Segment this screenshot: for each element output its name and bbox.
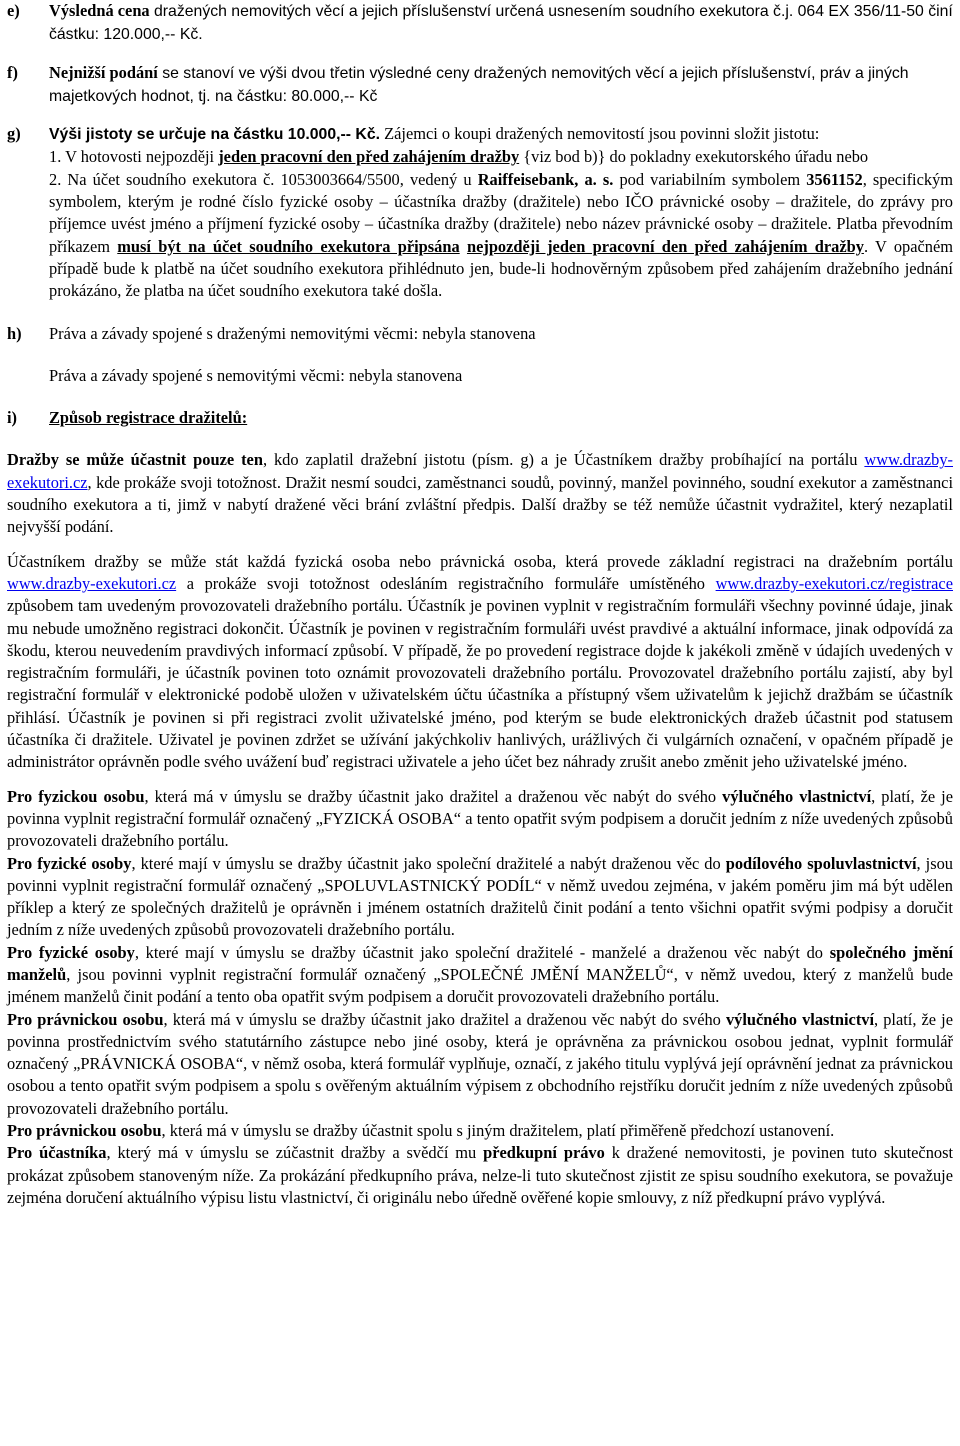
section-g bbox=[7, 123, 953, 302]
section-f bbox=[7, 62, 953, 109]
paragraph-co-ownership: Pro fyzické osoby, které mají v úmyslu se dražby účastnit jako společní dražitelé a nabýt draženou věc do podílového spoluvlastnictví, jsou povinni vyplnit registrační formulář označený „SPOLUVLASTNICKÝ PODÍL“ v němž uvedou zejména, v jakém poměru jim má být udělen příklep a který ze společných dražitelů je oprávněn i jménem ostatních dražitelů činit podání a tento všichni opatřit svými podpisy a doručit jedním z níže uvedených způsobů provozovateli dražebního portálu. bbox=[7, 853, 953, 940]
section-h-label: h) bbox=[7, 323, 22, 343]
section-h-line1: Práva a závady spojené s draženými nemovitými věcmi: nebyla stanovena bbox=[49, 323, 536, 343]
registration-link[interactable]: www.drazby-exekutori.cz/registrace bbox=[715, 573, 953, 593]
deposit-option-1: 1. V hotovosti nejpozději jeden pracovní den před zahájením dražby {viz bod b)} do pokladny exekutorského úřadu nebo bbox=[49, 147, 869, 167]
paragraph-legal-person-joint: Pro právnickou osobu, která má v úmyslu se dražby účastnit spolu s jiným dražitelem, platí přiměřeně předchozí ustanovení. bbox=[7, 1121, 835, 1141]
portal-link-2[interactable]: www.drazby-exekutori.cz bbox=[7, 573, 177, 593]
section-f-text: Nejnižší podání se stanoví ve výši dvou třetin výsledné ceny dražených nemovitých věcí a jejich příslušenství, práv a jiných majetkových hodnot, tj. na částku: 80.000,-- Kč bbox=[49, 62, 909, 105]
portal-link[interactable]: www.drazby-exekutori.cz bbox=[7, 450, 953, 492]
section-h-line2: Práva a závady spojené s nemovitými věcmi: nebyla stanovena bbox=[49, 365, 463, 385]
paragraph-spouses: Pro fyzické osoby, které mají v úmyslu se dražby účastnit jako společní dražitelé - manželé a draženou věc nabýt do společného jmění manželů, jsou povinni vyplnit registrační formulář označený „SPOLEČNÉ JMĚNÍ MANŽELŮ“, v němž uvedou, který z manželů bude jménem manželů činit podání a tento oba opatřit svým podpisem a doručit provozovateli dražebního portálu. bbox=[7, 942, 953, 1007]
section-i-title: Způsob registrace dražitelů: bbox=[49, 408, 248, 428]
paragraph-natural-person: Pro fyzickou osobu, která má v úmyslu se dražby účastnit jako dražitel a draženou věc nabýt do svého výlučného vlastnictví, platí, že je povinna vyplnit registrační formulář označený „FYZICKÁ OSOBA“ a tento opatřit svým podpisem a doručit jedním z níže uvedených způsobů provozovateli dražebního portálu. bbox=[7, 786, 953, 851]
section-e-label: e) bbox=[7, 1, 20, 20]
paragraph-who-can-bid: Dražby se může účastnit pouze ten, kdo zaplatil dražební jistotu (písm. g) a je Účastníkem dražby probíhající na portálu www.drazby-exekutori.cz, kde prokáže svoji totožnost. Dražit nesmí soudci, zaměstnanci soudů, povinný, manžel povinného, soudní exekutor a zaměstnanci soudního exekutora a ti, jimž v nabytí dražené věci brání zvláštní předpis. Další dražby se též nemůže účastnit vydražitel, který nezaplatil nejvyšší podání. bbox=[7, 450, 953, 537]
section-i bbox=[7, 407, 953, 429]
section-f-label: f) bbox=[7, 62, 18, 82]
section-e bbox=[7, 0, 953, 47]
paragraph-registration: Účastníkem dražby se může stát každá fyzická osoba nebo právnická osoba, která provede základní registraci na dražebním portálu www.drazby-exekutori.cz a prokáže svoji totožnost odesláním registračního formuláře umístěného www.drazby-exekutori.cz/registrace způsobem tam uvedeným provozovateli dražebního portálu. Účastník je povinen vyplnit v registračním formuláři všechny povinné údaje, jinak mu nebude umožněno registraci dokončit. Účastník je povinen v registračním formuláři uvést pravdivé a aktuální informace, jinak odpovídá za škodu, kterou neuvedením pravdivých informací způsobí. V případě, že po provedení registrace dojde k jakékoli změně v údajích uvedených v registračním formuláři, je účastník povinen toto oznámit provozovateli dražebního portálu. Provozovatel dražebního portálu zajistí, aby byl registrační formulář v elektronické podobě uložen v uživatelském účtu účastníka a přístupný všem uživatelům k jejichž dražbám se účastník přihlásí. Účastník je povinen si při registraci zvolit uživatelské jméno, pod kterým se bude elektronických dražeb účastnit pod statusem účastníka či dražitele. Uživatel je povinen zdržet se užívání jakýchkoliv hanlivých, urážlivých či vulgárních označení, v opačném případě je administrátor oprávněn podle svého uvážení buď registraci uživatele a jeho účet bez náhrady zrušit anebo změnit jeho uživatelské jméno. bbox=[7, 551, 953, 772]
paragraph-preemption: Pro účastníka, který má v úmyslu se zúčastnit dražby a svědčí mu předkupní právo k dražené nemovitosti, je povinen tuto skutečnost prokázat způsobem stanoveným níže. Za prokázání předkupního práva, nelze-li tuto skutečnost zjistit ze spisu soudního exekutora, se považuje zejména doručení aktuálního výpisu listu vlastnictví, či originálu nebo úředně ověřené kopie smlouvy, z níž předkupní právo vyplývá. bbox=[7, 1143, 954, 1207]
section-e-text: Výsledná cena dražených nemovitých věcí a jejich příslušenství určená usnesením soudního exekutora č.j. 064 EX 356/11-50 činí částku: 120.000,-- Kč. bbox=[49, 1, 953, 44]
deposit-option-2: 2. Na účet soudního exekutora č. 1053003664/5500, vedený u Raiffeisebank, a. s. pod variabilním symbolem 3561152, specifickým symbolem, kterým je rodné číslo fyzické osoby – účastníka dražby (dražitele) nebo IČO právnické osoby – dražitele, do zprávy pro příjemce uvést jméno a příjmení fyzické osoby – účastníka dražby (dražitele) nebo název právnické osoby – dražitele. Platba převodním příkazem musí být na účet soudního exekutora připsána nejpozději jeden pracovní den před zahájením dražby. V opačném případě bude k platbě na účet soudního exekutora přihlédnuto jen, bude-li hodnověrným způsobem před zahájením dražebního jednání prokázáno, že platba na účet soudního exekutora také došla. bbox=[49, 169, 954, 301]
section-i-label: i) bbox=[7, 408, 18, 428]
section-g-label: g) bbox=[7, 124, 21, 144]
paragraph-legal-person: Pro právnickou osobu, která má v úmyslu se dražby účastnit jako dražitel a draženou věc nabýt do svého výlučného vlastnictví, platí, že je povinna prostřednictvím svého statutárního zástupce nebo jiné osoby, která je oprávněna za právnickou osobou jednat, vyplnit formulář označený „PRÁVNICKÁ OSOBA“, v němž osoba, která formulář vyplňuje, označí, z jakého titulu vyplývá její oprávnění jednat za právnickou osobou a tento opatřit svým podpisem a spolu s ověřeným aktuálním výpisem z obchodního rejstříku doručit jedním z níže uvedených způsobů provozovateli dražebního portálu. bbox=[7, 1009, 953, 1118]
section-h bbox=[7, 323, 953, 388]
section-g-intro: Výši jistoty se určuje na částku 10.000,-- Kč. Zájemci o koupi dražených nemovitostí jsou povinni složit jistotu: bbox=[49, 124, 820, 144]
